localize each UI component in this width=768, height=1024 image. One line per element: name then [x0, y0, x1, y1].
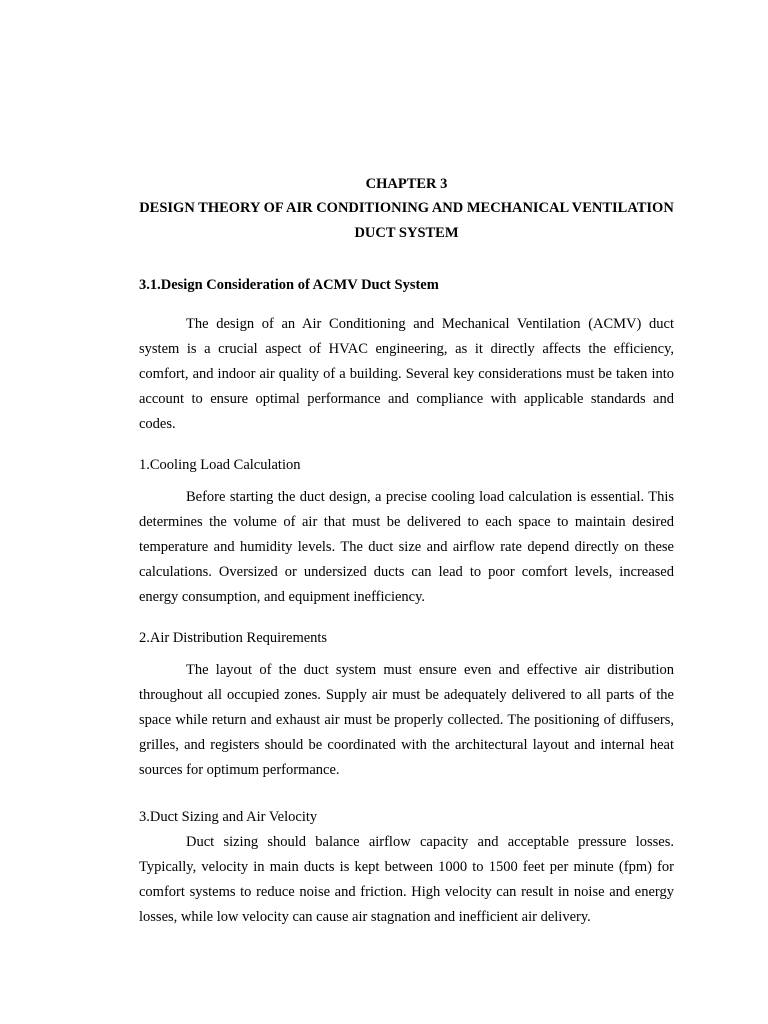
chapter-number: CHAPTER 3: [365, 176, 448, 192]
subsection-paragraph-cooling-load: Before starting the duct design, a precise cooling load calculation is essential. This determines the volume of air that must be delivered to each space to maintain desired temperature and humidity levels. The duct size and airflow rate depend directly on these calculations. Oversized or undersized ducts can lead to poor comfort levels, increased energy consumption, and equipment inefficiency.: [139, 489, 674, 605]
subsection-heading-cooling-load: 1.Cooling Load Calculation: [139, 457, 301, 473]
section-heading: 3.1.Design Consideration of ACMV Duct System: [139, 277, 439, 293]
subsection-heading-duct-sizing: 3.Duct Sizing and Air Velocity: [139, 809, 318, 825]
chapter-title: DESIGN THEORY OF AIR CONDITIONING AND MECHANICAL VENTILATION DUCT SYSTEM: [139, 200, 674, 241]
subsection-paragraph-duct-sizing: Duct sizing should balance airflow capacity and acceptable pressure losses. Typically, velocity in main ducts is kept between 1000 to 1500 feet per minute (fpm) for comfort systems to reduce noise and friction. High velocity can result in noise and energy losses, while low velocity can cause air stagnation and inefficient air delivery.: [139, 834, 674, 925]
section-intro-paragraph: The design of an Air Conditioning and Mechanical Ventilation (ACMV) duct system is a crucial aspect of HVAC engineering, as it directly affects the efficiency, comfort, and indoor air quality of a building. Several key considerations must be taken into account to ensure optimal performance and compliance with applicable standards and codes.: [139, 316, 674, 432]
subsection-heading-air-distribution: 2.Air Distribution Requirements: [139, 630, 328, 646]
subsection-paragraph-air-distribution: The layout of the duct system must ensure even and effective air distribution throughout all occupied zones. Supply air must be adequately delivered to all parts of the space while return and exhaust air must be properly collected. The positioning of diffusers, grilles, and registers should be coordinated with the architectural layout and internal heat sources for optimum performance.: [139, 662, 674, 778]
